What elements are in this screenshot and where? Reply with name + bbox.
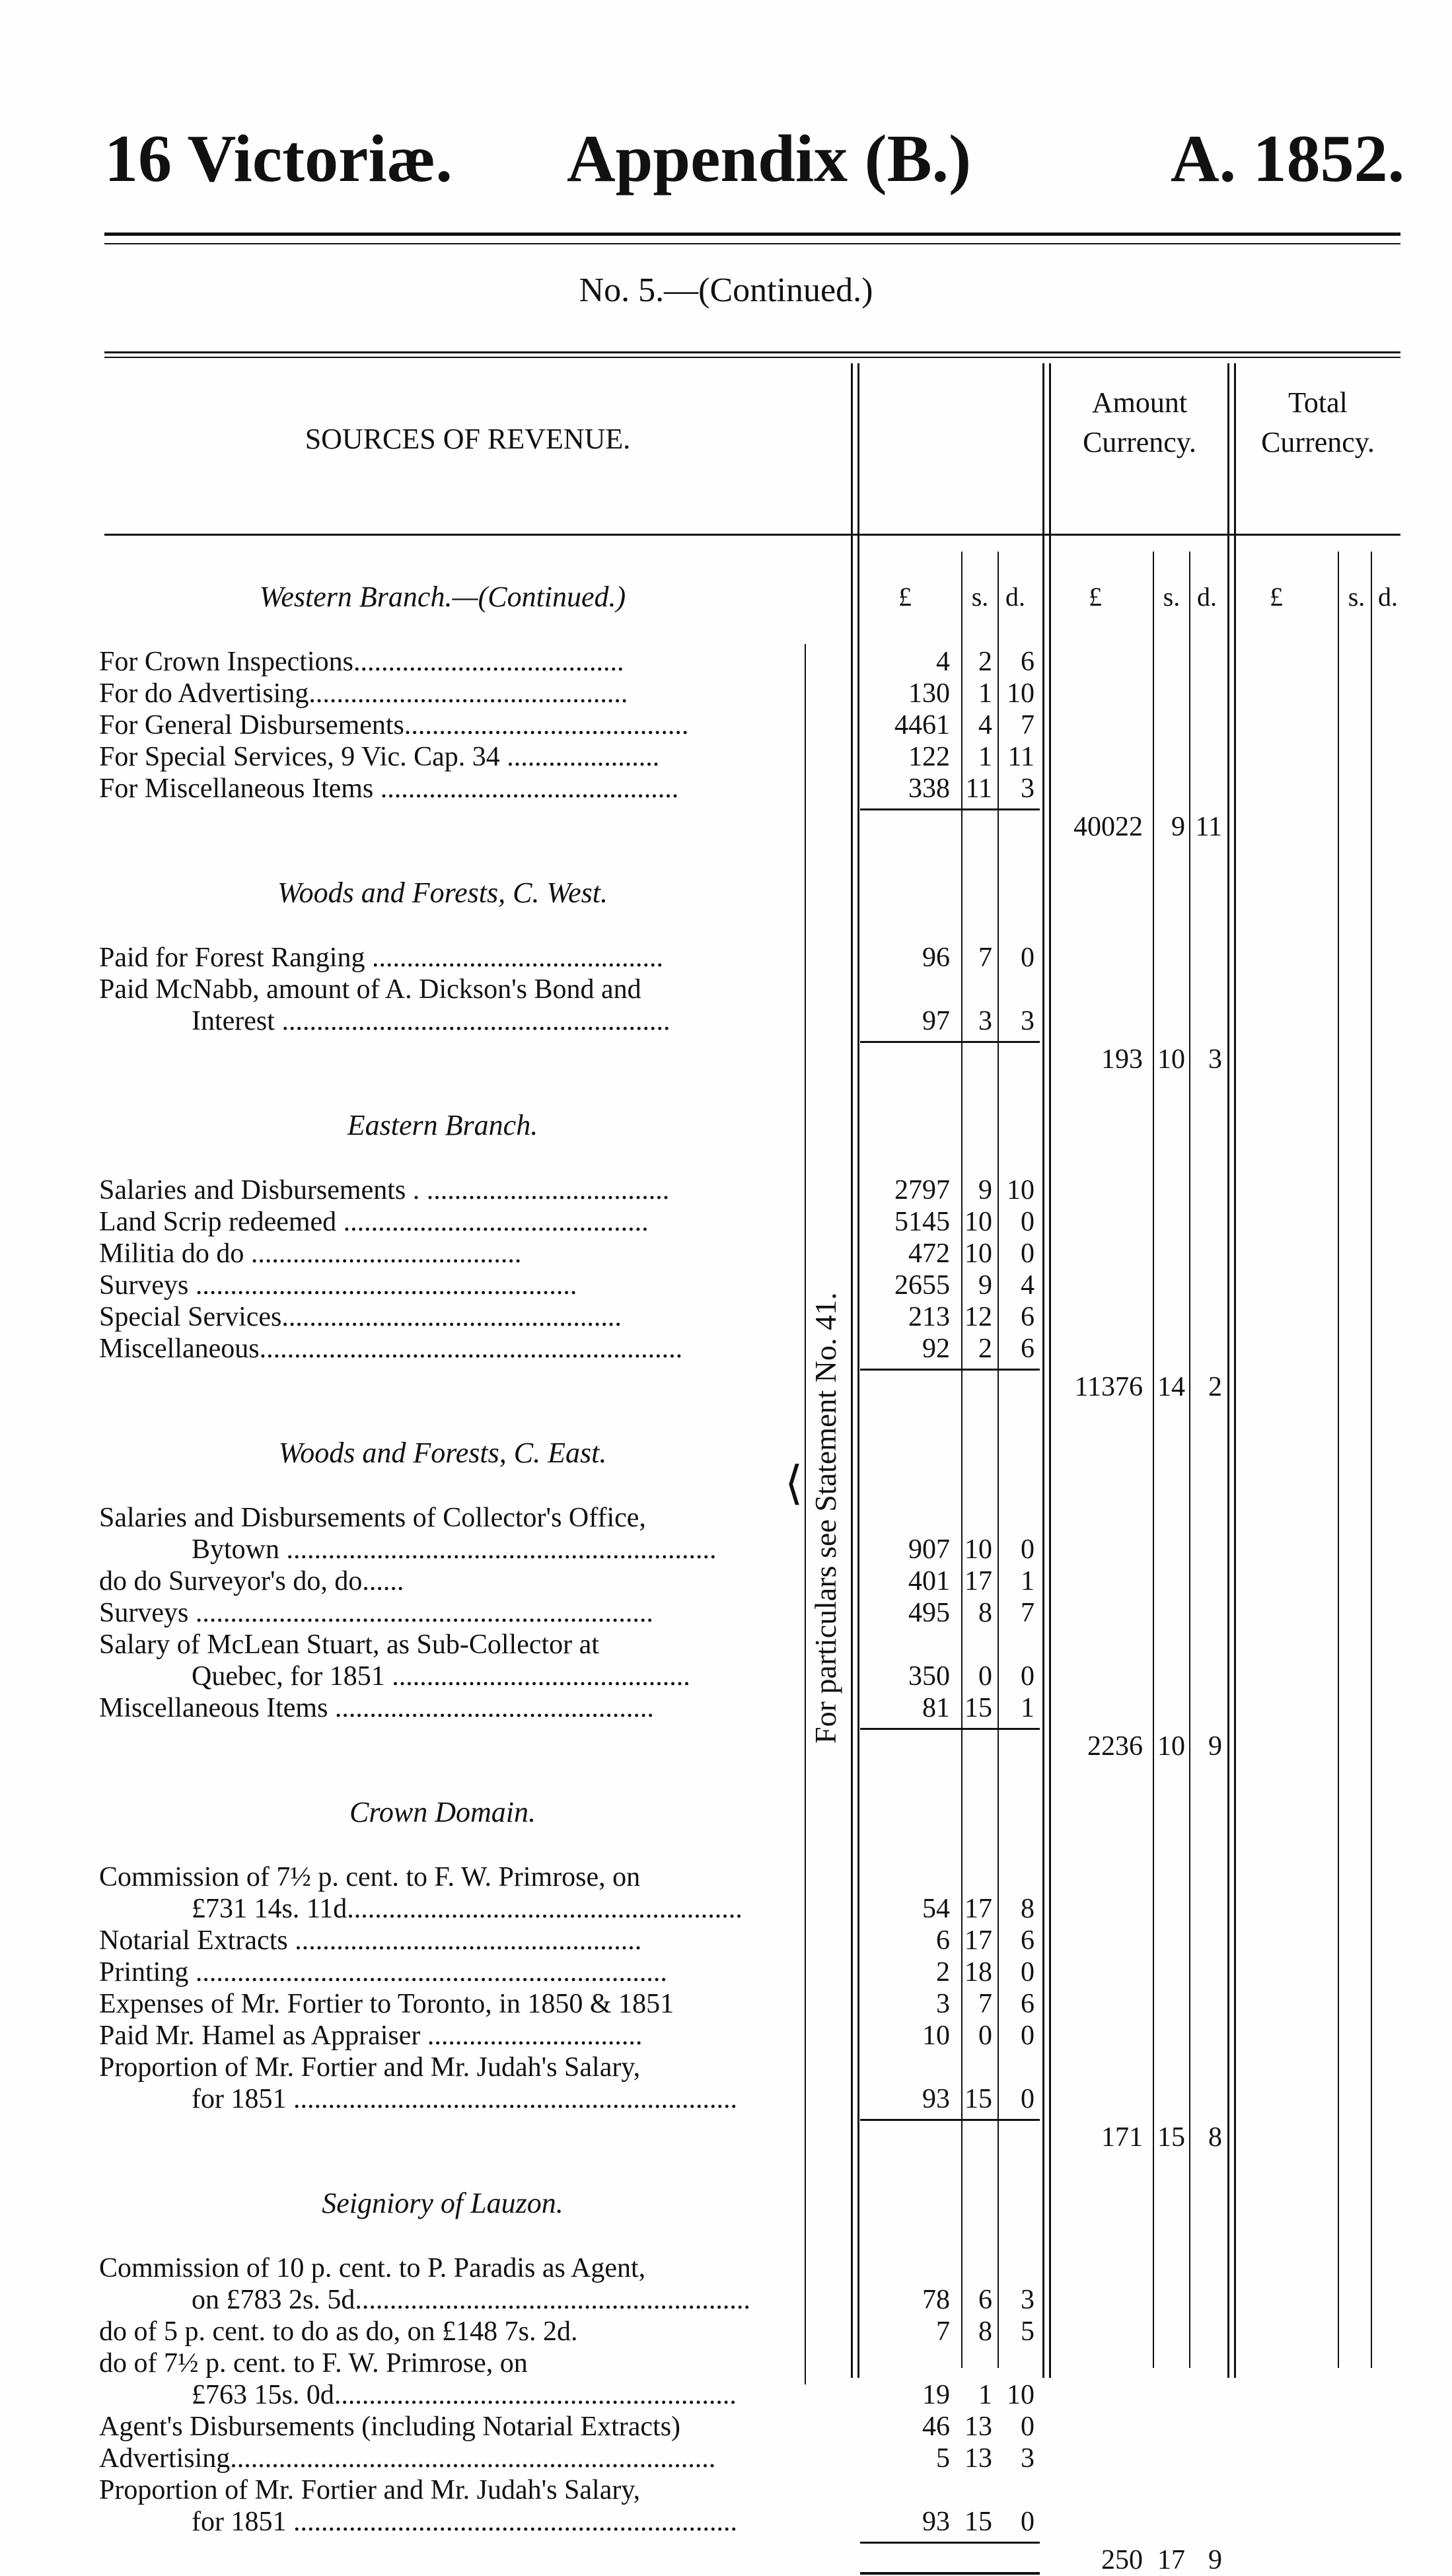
amount-shillings: 8: [978, 2316, 992, 2347]
col-d-line-3: [1371, 552, 1372, 2368]
amount-pounds: 19: [922, 2380, 950, 2410]
amount-pence: 8: [1208, 2122, 1222, 2153]
amount-shillings: 17: [1157, 2545, 1185, 2575]
amount-pounds: 93: [922, 2507, 950, 2537]
unit-pound: £: [1270, 582, 1283, 612]
unit-pence: d.: [1197, 582, 1217, 612]
amount-pence: 9: [1208, 1731, 1222, 1762]
amount-shillings: 17: [964, 1566, 992, 1596]
row-label: For General Disbursements.........................................: [99, 710, 689, 740]
amount-pence: 11: [1007, 742, 1035, 772]
amount-shillings: 9: [1171, 812, 1185, 842]
amount-pounds: 4461: [894, 710, 950, 740]
row-label-continued: Interest ........................................................: [192, 1006, 671, 1036]
amount-shillings: 10: [964, 1238, 992, 1269]
row-label: Special Services.................................................: [99, 1302, 622, 1332]
amount-shillings: 0: [978, 1661, 992, 1692]
section-title: Eastern Branch.: [347, 1109, 538, 1141]
amount-pence: 10: [1007, 2380, 1035, 2410]
amount-pence: 3: [1021, 2285, 1035, 2315]
col-header-sources: SOURCES OF REVENUE.: [305, 423, 631, 455]
row-label: Proportion of Mr. Fortier and Mr. Judah's Salary,: [99, 2052, 641, 2083]
row-label: Commission of 10 p. cent. to P. Paradis as Agent,: [99, 2253, 646, 2283]
bracket-line: [805, 644, 806, 2384]
row-label: Surveys .......................................................: [99, 1270, 577, 1301]
amount-pounds: 10: [922, 2021, 950, 2051]
amount-shillings: 11: [965, 773, 992, 804]
subtotal-rule: [860, 1728, 1040, 1730]
row-label: Paid for Forest Ranging ..........................................: [99, 943, 663, 973]
amount-pounds: 93: [922, 2084, 950, 2114]
row-label: For Crown Inspections.......................................: [99, 647, 624, 677]
amount-shillings: 10: [964, 1534, 992, 1565]
header-session: 16 Victoriæ.: [104, 122, 453, 196]
amount-pence: 6: [1021, 1334, 1035, 1364]
col-d-line-1: [998, 552, 999, 2368]
row-label-continued: £763 15s. 0d..........................................................: [192, 2380, 737, 2410]
amount-pence: 0: [1021, 2084, 1035, 2114]
row-label: Expenses of Mr. Fortier to Toronto, in 1850 & 1851: [99, 1989, 674, 2019]
amount-pounds: 338: [908, 773, 950, 804]
amount-shillings: 15: [964, 2507, 992, 2537]
amount-pence: 0: [1021, 943, 1035, 973]
amount-shillings: 18: [964, 1957, 992, 1987]
amount-pounds: 472: [908, 1238, 950, 1269]
subtotal-rule: [860, 808, 1040, 810]
amount-pounds: 3: [936, 1989, 950, 2019]
row-label-continued: for 1851 ................................................................: [192, 2507, 737, 2537]
amount-pounds: 46: [922, 2412, 950, 2442]
amount-shillings: 4: [978, 710, 992, 740]
amount-pence: 2: [1208, 1372, 1222, 1402]
amount-pounds: 401: [908, 1566, 950, 1596]
amount-pounds: 2236: [1087, 1731, 1143, 1762]
row-label: Paid Mr. Hamel as Appraiser ...............................: [99, 2021, 643, 2051]
col-line-d: [1049, 363, 1051, 2378]
amount-pounds: 350: [908, 1661, 950, 1692]
amount-pounds: 2797: [894, 1175, 950, 1205]
amount-pounds: 97: [922, 1006, 950, 1036]
subtotal-rule: [860, 2119, 1040, 2121]
row-label: do do Surveyor's do, do......: [99, 1566, 404, 1596]
amount-pounds: 193: [1101, 1044, 1143, 1075]
amount-pounds: 4: [936, 647, 950, 677]
amount-pounds: 54: [922, 1894, 950, 1924]
amount-pence: 9: [1208, 2545, 1222, 2575]
amount-pounds: 171: [1101, 2122, 1143, 2153]
amount-pence: 7: [1021, 710, 1035, 740]
row-label: Agent's Disbursements (including Notarial Extracts): [99, 2412, 681, 2442]
col-s-line-2: [1153, 552, 1154, 2368]
row-label: Proportion of Mr. Fortier and Mr. Judah's Salary,: [99, 2475, 641, 2505]
row-label: Commission of 7½ p. cent. to F. W. Primrose, on: [99, 1862, 641, 1892]
amount-pence: 6: [1021, 647, 1035, 677]
amount-pence: 0: [1021, 1238, 1035, 1269]
amount-pence: 7: [1021, 1598, 1035, 1628]
amount-shillings: 9: [978, 1175, 992, 1205]
amount-pounds: 495: [908, 1598, 950, 1628]
header-year: A. 1852.: [1171, 122, 1405, 196]
section-title: Seigniory of Lauzon.: [322, 2187, 563, 2219]
unit-shilling: s.: [971, 582, 989, 612]
amount-pence: 0: [1021, 1534, 1035, 1565]
table-bottom-rule: [860, 2572, 1040, 2575]
row-label: Notarial Extracts ..................................................: [99, 1925, 642, 1956]
amount-pence: 3: [1021, 773, 1035, 804]
amount-shillings: 1: [978, 678, 992, 709]
amount-pounds: 11376: [1074, 1372, 1143, 1402]
section-title: Woods and Forests, C. West.: [277, 877, 608, 909]
amount-shillings: 8: [978, 1598, 992, 1628]
amount-pence: 5: [1021, 2316, 1035, 2347]
amount-pounds: 250: [1101, 2545, 1143, 2575]
row-label-continued: Bytown ..............................................................: [192, 1534, 717, 1565]
col-line-e: [1227, 363, 1229, 2378]
amount-pounds: 96: [922, 943, 950, 973]
amount-shillings: 15: [964, 2084, 992, 2114]
col-line-a: [851, 363, 853, 2378]
amount-pence: 0: [1021, 2507, 1035, 2537]
amount-pence: 3: [1021, 2443, 1035, 2474]
col-line-b: [857, 363, 859, 2378]
amount-shillings: 10: [1157, 1731, 1185, 1762]
amount-pounds: 5145: [894, 1207, 950, 1237]
amount-shillings: 7: [978, 1989, 992, 2019]
amount-shillings: 17: [964, 1894, 992, 1924]
side-note: For particulars see Statement No. 41.: [809, 1292, 842, 1744]
amount-shillings: 13: [964, 2443, 992, 2474]
row-label: do of 7½ p. cent. to F. W. Primrose, on: [99, 2348, 528, 2379]
row-label-continued: £731 14s. 11d.........................................................: [192, 1894, 743, 1924]
col-header-amount: Amount Currency.: [1083, 386, 1196, 458]
amount-shillings: 3: [978, 1006, 992, 1036]
row-label-continued: on £783 2s. 5d.........................................................: [192, 2285, 750, 2315]
unit-pence: d.: [1005, 582, 1025, 612]
amount-pounds: 907: [908, 1534, 950, 1565]
row-label: Miscellaneous.............................................................: [99, 1334, 683, 1364]
row-label: For Miscellaneous Items ...........................................: [99, 773, 679, 804]
amount-shillings: 13: [964, 2412, 992, 2442]
section-title: Western Branch.—(Continued.): [259, 581, 626, 613]
amount-pence: 10: [1007, 1175, 1035, 1205]
amount-pence: 1: [1021, 1566, 1035, 1596]
col-d-line-2: [1189, 552, 1190, 2368]
row-label: Paid McNabb, amount of A. Dickson's Bond and: [99, 974, 641, 1005]
column-header-rule: [104, 534, 1400, 536]
amount-pounds: 130: [908, 678, 950, 709]
row-label: Surveys ..................................................................: [99, 1598, 653, 1628]
amount-pence: 0: [1021, 1661, 1035, 1692]
brace-icon: ⟨: [785, 1456, 803, 1510]
section-title: Crown Domain.: [349, 1796, 536, 1828]
unit-shilling: s.: [1348, 582, 1365, 612]
col-line-f: [1234, 363, 1236, 2378]
row-label-continued: for 1851 ................................................................: [192, 2084, 737, 2114]
header-rule-thick: [104, 233, 1400, 236]
amount-pence: 0: [1021, 2412, 1035, 2442]
section-title: Woods and Forests, C. East.: [278, 1437, 607, 1469]
row-label: Militia do do .......................................: [99, 1238, 522, 1269]
row-label: Land Scrip redeemed ............................................: [99, 1207, 649, 1237]
amount-pounds: 122: [908, 742, 950, 772]
amount-pounds: 92: [922, 1334, 950, 1364]
row-label: Salary of McLean Stuart, as Sub-Collector at: [99, 1629, 599, 1660]
amount-pence: 6: [1021, 1925, 1035, 1956]
amount-pounds: 6: [936, 1925, 950, 1956]
unit-pound: £: [1089, 582, 1102, 612]
row-label: Salaries and Disbursements of Collector's Office,: [99, 1503, 646, 1533]
amount-pence: 3: [1021, 1006, 1035, 1036]
amount-pounds: 40022: [1073, 812, 1143, 842]
row-label: Printing ....................................................................: [99, 1957, 667, 1987]
amount-shillings: 2: [978, 1334, 992, 1364]
amount-pence: 10: [1007, 678, 1035, 709]
subtotal-rule: [860, 1041, 1040, 1043]
unit-pound: £: [898, 582, 912, 612]
amount-pence: 6: [1021, 1989, 1035, 2019]
amount-shillings: 1: [978, 742, 992, 772]
row-label: Advertising......................................................................: [99, 2443, 716, 2474]
amount-pounds: 5: [936, 2443, 950, 2474]
table-subtitle: No. 5.—(Continued.): [579, 271, 873, 309]
amount-shillings: 2: [978, 647, 992, 677]
table-top-rule: [104, 351, 1400, 353]
amount-shillings: 7: [978, 943, 992, 973]
row-label: For do Advertising..............................................: [99, 678, 628, 709]
amount-pence: 3: [1208, 1044, 1222, 1075]
row-label: Miscellaneous Items ..............................................: [99, 1693, 654, 1723]
amount-shillings: 6: [978, 2285, 992, 2315]
col-header-total: Total Currency.: [1261, 386, 1375, 458]
amount-pence: 4: [1021, 1270, 1035, 1301]
amount-shillings: 12: [964, 1302, 992, 1332]
subtotal-rule: [860, 1369, 1040, 1371]
amount-shillings: 1: [978, 2380, 992, 2410]
amount-pence: 8: [1021, 1894, 1035, 1924]
amount-pounds: 78: [922, 2285, 950, 2315]
amount-shillings: 14: [1157, 1372, 1185, 1402]
row-label: do of 5 p. cent. to do as do, on £148 7s. 2d.: [99, 2316, 578, 2347]
amount-pence: 11: [1195, 812, 1222, 842]
amount-shillings: 10: [1157, 1044, 1185, 1075]
unit-pence: d.: [1378, 582, 1398, 612]
amount-shillings: 17: [964, 1925, 992, 1956]
amount-pence: 0: [1021, 2021, 1035, 2051]
amount-shillings: 15: [964, 1693, 992, 1723]
col-s-line-3: [1338, 552, 1339, 2368]
amount-shillings: 15: [1157, 2122, 1185, 2153]
amount-pounds: 2: [936, 1957, 950, 1987]
amount-pence: 6: [1021, 1302, 1035, 1332]
row-label-continued: Quebec, for 1851 ...........................................: [192, 1661, 690, 1692]
col-s-line-1: [961, 552, 962, 2368]
header-appendix: Appendix (B.): [567, 122, 972, 196]
amount-pence: 0: [1021, 1957, 1035, 1987]
col-line-c: [1042, 363, 1044, 2378]
amount-pounds: 2655: [894, 1270, 950, 1301]
amount-shillings: 10: [964, 1207, 992, 1237]
row-label: For Special Services, 9 Vic. Cap. 34 ......................: [99, 742, 660, 772]
amount-pence: 1: [1021, 1693, 1035, 1723]
amount-pounds: 7: [936, 2316, 950, 2347]
amount-pence: 0: [1021, 1207, 1035, 1237]
table-top-rule-2: [104, 357, 1400, 358]
amount-pounds: 213: [908, 1302, 950, 1332]
header-rule-thin: [104, 243, 1400, 244]
amount-shillings: 0: [978, 2021, 992, 2051]
unit-shilling: s.: [1163, 582, 1180, 612]
amount-pounds: 81: [922, 1693, 950, 1723]
row-label: Salaries and Disbursements . ...................................: [99, 1175, 670, 1205]
amount-shillings: 9: [978, 1270, 992, 1301]
subtotal-rule: [860, 2542, 1040, 2544]
